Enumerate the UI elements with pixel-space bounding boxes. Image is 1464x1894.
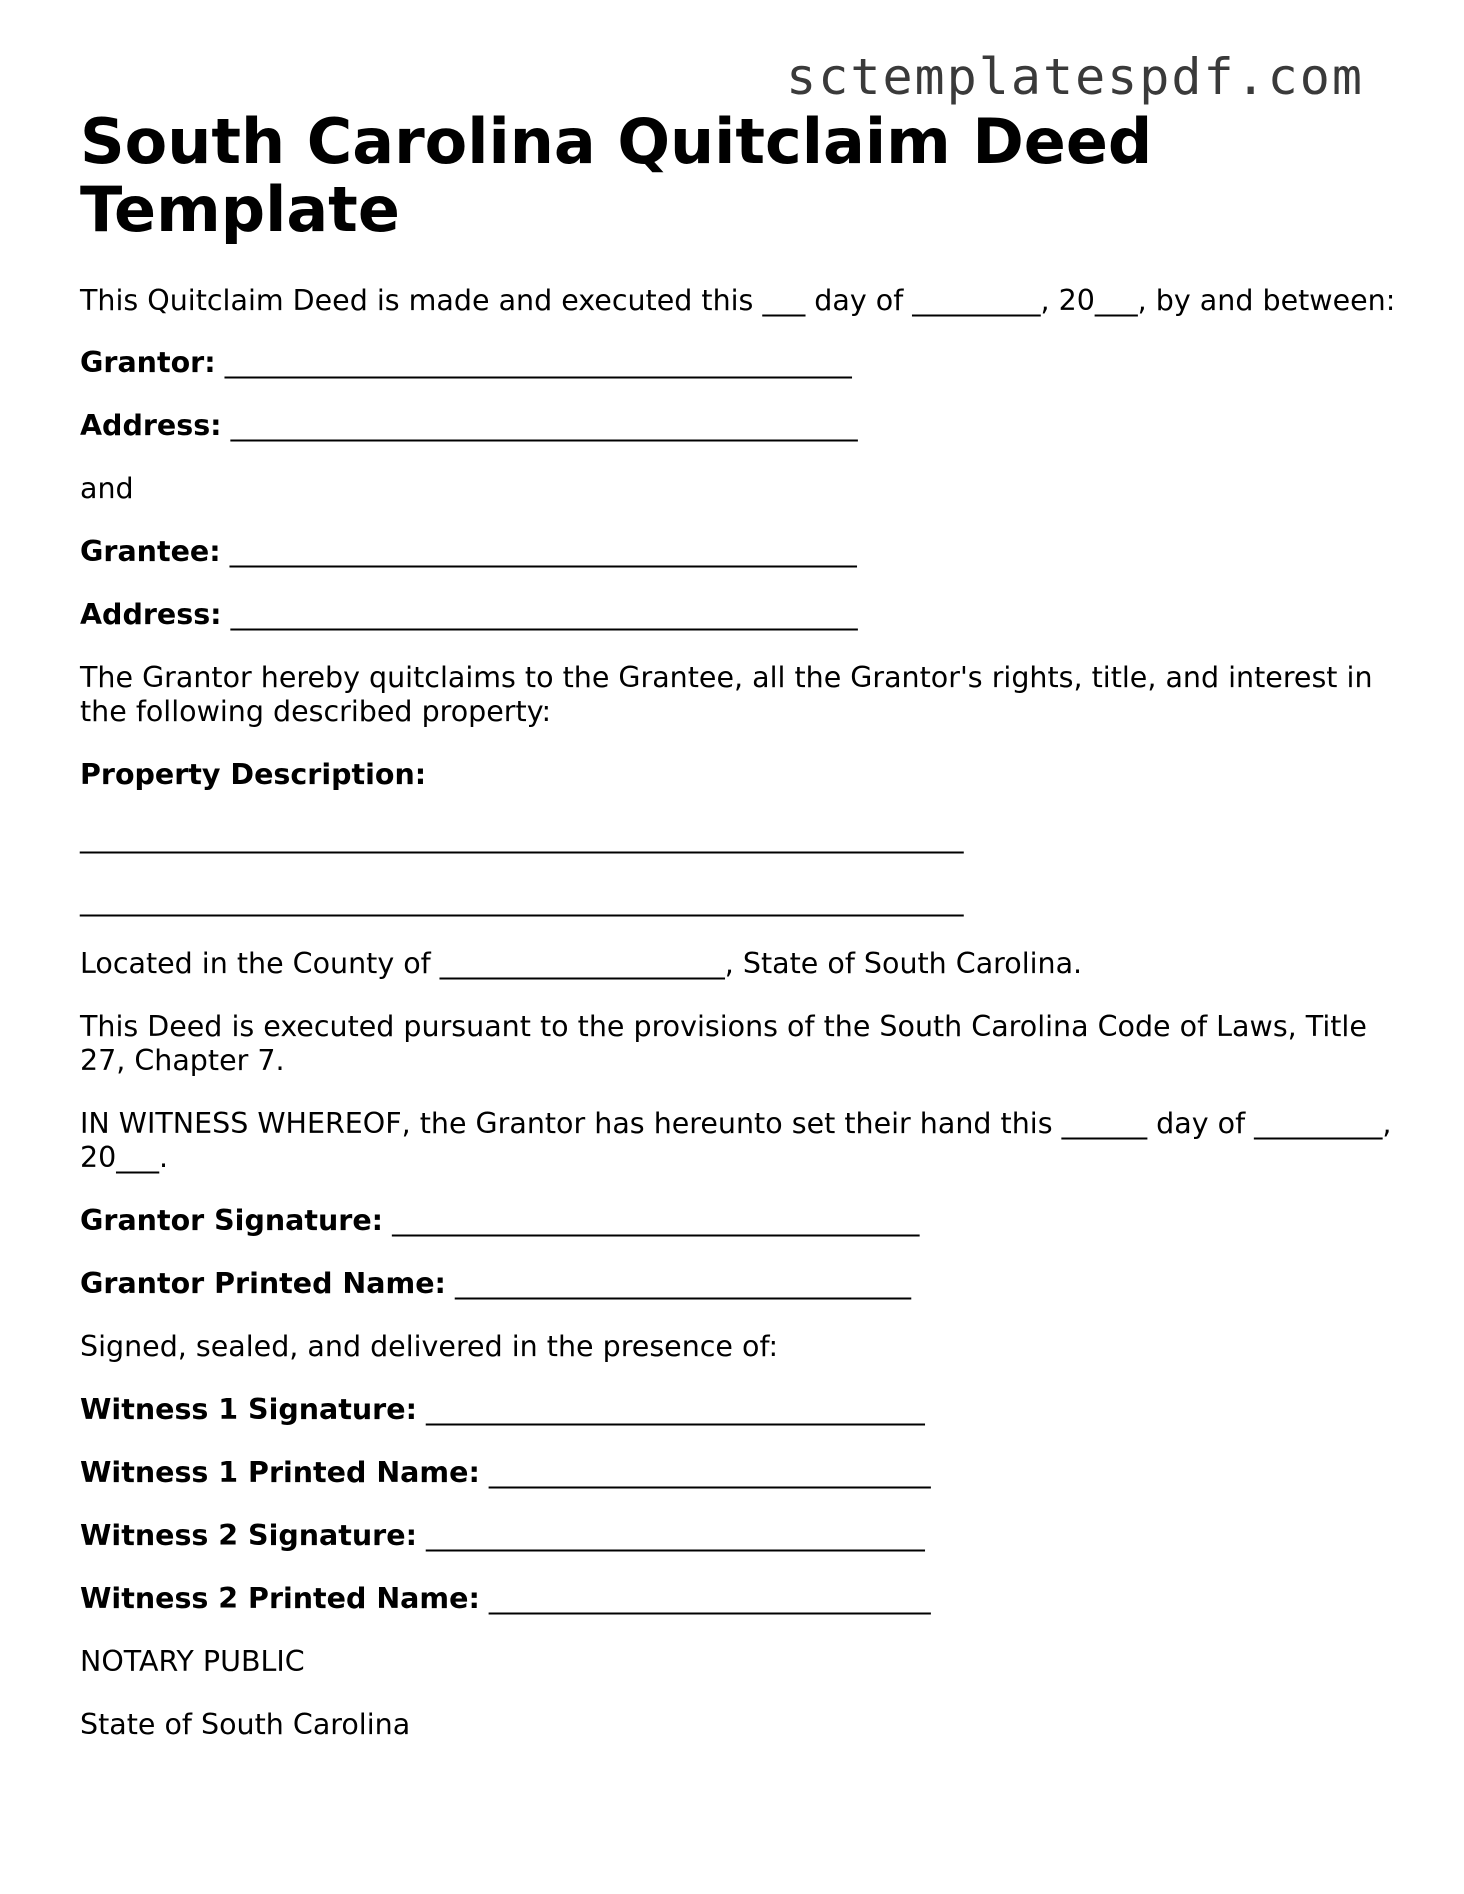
page-title: South Carolina Quitclaim Deed Template — [80, 105, 1153, 246]
property-description-label: Property Description: — [80, 758, 427, 791]
grantor-address-field[interactable] — [80, 409, 1400, 443]
grantor-signature-line[interactable]: _____________________________________ — [383, 1204, 920, 1237]
state-line: State of South Carolina — [80, 1708, 411, 1741]
witness2-signature-field[interactable] — [80, 1519, 1400, 1553]
grantor-address-line[interactable]: ____________________________________________ — [221, 409, 858, 442]
notary-public: NOTARY PUBLIC — [80, 1645, 305, 1678]
witness2-signature-line[interactable]: ___________________________________ — [416, 1519, 925, 1552]
grantor-label: Grantor: — [80, 346, 216, 379]
witness-whereof-text: IN WITNESS WHEREOF, the Grantor has hereunto set their hand this ______ day of _________, 20___. — [80, 1107, 1401, 1174]
witness2-printed-name-label: Witness 2 Printed Name: — [80, 1582, 480, 1615]
grantee-address-label: Address: — [80, 598, 222, 631]
quitclaim-text: The Grantor hereby quitclaims to the Grantee, all the Grantor's rights, title, and interest in the following described property: — [80, 661, 1382, 728]
document-body — [80, 100, 1400, 1742]
witness1-printed-name-line[interactable]: _______________________________ — [479, 1456, 931, 1489]
grantor-signature-field[interactable] — [80, 1204, 1400, 1238]
grantor-address-label: Address: — [80, 409, 222, 442]
witness2-printed-name-field[interactable] — [80, 1582, 1400, 1616]
witness2-signature-label: Witness 2 Signature: — [80, 1519, 417, 1552]
county-text: Located in the County of ____________________, State of South Carolina. — [80, 947, 1083, 980]
grantee-line[interactable]: ____________________________________________ — [220, 535, 857, 568]
watermark: sctemplatespdf.com — [786, 48, 1364, 106]
grantee-label: Grantee: — [80, 535, 221, 568]
presence-text: Signed, sealed, and delivered in the presence of: — [80, 1330, 779, 1363]
intro-text: This Quitclaim Deed is made and executed this ___ day of _________, 20___, by and between: — [80, 284, 1396, 317]
grantee-address-field[interactable] — [80, 598, 1400, 632]
witness1-signature-label: Witness 1 Signature: — [80, 1393, 417, 1426]
witness1-signature-field[interactable] — [80, 1393, 1400, 1427]
grantor-field[interactable] — [80, 346, 1400, 380]
grantor-printed-name-line[interactable]: ________________________________ — [445, 1267, 911, 1300]
property-line-1[interactable]: ______________________________________________________________ — [80, 821, 964, 854]
property-line-2[interactable]: ______________________________________________________________ — [80, 884, 964, 917]
grantor-printed-name-field[interactable] — [80, 1267, 1400, 1301]
witness1-signature-line[interactable]: ___________________________________ — [416, 1393, 925, 1426]
grantor-line[interactable]: ____________________________________________ — [215, 346, 852, 379]
grantor-signature-label: Grantor Signature: — [80, 1204, 384, 1237]
witness2-printed-name-line[interactable]: _______________________________ — [479, 1582, 931, 1615]
witness1-printed-name-label: Witness 1 Printed Name: — [80, 1456, 480, 1489]
pursuant-text: This Deed is executed pursuant to the provisions of the South Carolina Code of Laws, Title 27, Chapter 7. — [80, 1010, 1376, 1077]
and-text: and — [80, 472, 134, 505]
grantee-field[interactable] — [80, 535, 1400, 569]
grantor-printed-name-label: Grantor Printed Name: — [80, 1267, 446, 1300]
grantee-address-line[interactable]: ____________________________________________ — [221, 598, 858, 631]
witness1-printed-name-field[interactable] — [80, 1456, 1400, 1490]
